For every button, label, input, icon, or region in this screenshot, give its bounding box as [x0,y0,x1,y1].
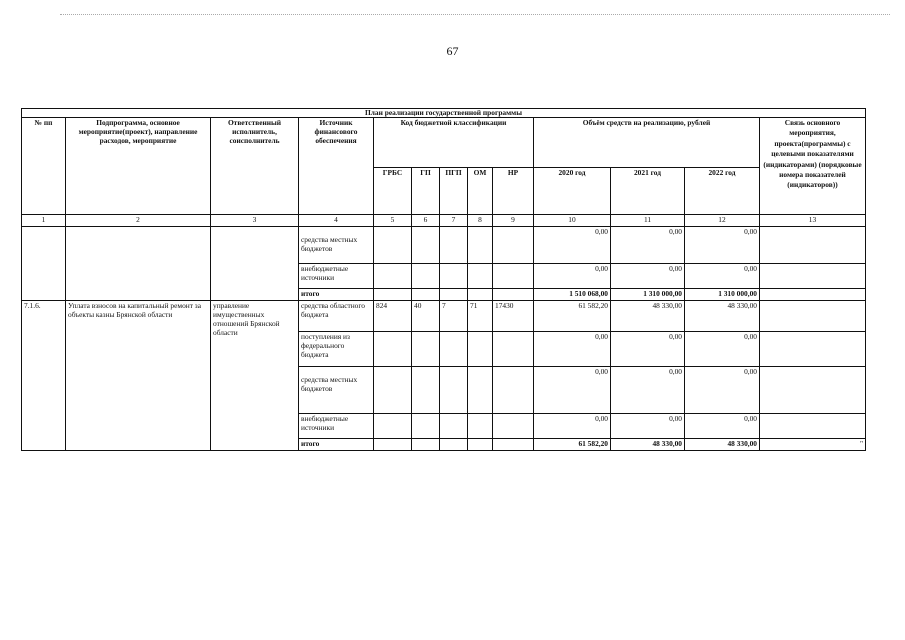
value-2021: 0,00 [611,227,685,264]
value-2020: 0,00 [534,414,611,439]
column-number: 10 [534,215,611,227]
header-responsible: Ответственный исполнитель, соисполнитель [211,118,299,215]
source-cell: средства областного бюджета [299,301,374,332]
prev-block-responsible [211,227,299,301]
header-no: № пп [22,118,66,215]
column-number: 2 [66,215,211,227]
source-cell: итого [299,439,374,451]
header-budget-code: Код бюджетной классификации [374,118,534,168]
header-source: Источник финансового обеспечения [299,118,374,215]
prev-block-no [22,227,66,301]
value-2020: 61 582,20 [534,301,611,332]
responsible-cell: управление имущественных отношений Брянской области [211,301,299,451]
column-number: 11 [611,215,685,227]
value-2020: 0,00 [534,367,611,414]
om-cell: 71 [468,301,493,332]
value-2020: 61 582,20 [534,439,611,451]
plan-table [21,108,866,451]
source-cell: средства местных бюджетов [299,227,374,264]
header-grbs: ГРБС [374,168,412,215]
value-2021: 1 310 000,00 [611,289,685,301]
table-title: План реализации государственной программы [22,109,866,118]
pgp-cell: 7 [440,301,468,332]
table-row [22,227,866,264]
value-2022: 0,00 [685,227,760,264]
header-om: ОМ [468,168,493,215]
column-number: 7 [440,215,468,227]
header-2021: 2021 год [611,168,685,215]
row-number: 7.1.6. [22,301,66,451]
value-2022: 0,00 [685,367,760,414]
table-row [22,301,866,332]
column-number: 6 [412,215,440,227]
value-2020: 0,00 [534,227,611,264]
column-number: 12 [685,215,760,227]
column-number: 4 [299,215,374,227]
relation-cell: " [760,439,866,451]
value-2020: 0,00 [534,264,611,289]
program-cell: Уплата взносов на капитальный ремонт за объекты казны Брянской области [66,301,211,451]
header-2020: 2020 год [534,168,611,215]
column-number: 8 [468,215,493,227]
column-number: 3 [211,215,299,227]
gp-cell: 40 [412,301,440,332]
header-2022: 2022 год [685,168,760,215]
value-2021: 0,00 [611,264,685,289]
grbs-cell: 824 [374,301,412,332]
value-2022: 48 330,00 [685,301,760,332]
header-program: Подпрограмма, основное мероприятие(проект), направление расходов, мероприятие [66,118,211,215]
column-number-row [22,215,866,227]
value-2021: 48 330,00 [611,301,685,332]
value-2021: 0,00 [611,414,685,439]
source-cell: внебюджетные источники [299,414,374,439]
column-number: 13 [760,215,866,227]
source-cell: внебюджетные источники [299,264,374,289]
header-pgp: ПГП [440,168,468,215]
value-2022: 0,00 [685,332,760,367]
source-cell: итого [299,289,374,301]
value-2022: 0,00 [685,414,760,439]
header-np: НР [493,168,534,215]
value-2022: 48 330,00 [685,439,760,451]
value-2022: 1 310 000,00 [685,289,760,301]
column-number: 9 [493,215,534,227]
value-2021: 0,00 [611,367,685,414]
page-number: 67 [446,44,459,58]
value-2021: 48 330,00 [611,439,685,451]
column-number: 1 [22,215,66,227]
np-cell: 17430 [493,301,534,332]
header-relation: Связь основного мероприятия, проекта(программы) с целевыми показателями (индикаторами) (порядковые номера показателей (индикаторов)) [760,118,866,215]
value-2022: 0,00 [685,264,760,289]
value-2020: 0,00 [534,332,611,367]
prev-block-program [66,227,211,301]
column-number: 5 [374,215,412,227]
value-2021: 0,00 [611,332,685,367]
header-gp: ГП [412,168,440,215]
header-volume: Объём средств на реализацию, рублей [534,118,760,168]
source-cell: поступления из федерального бюджета [299,332,374,367]
scan-artifact-line [60,14,890,15]
value-2020: 1 510 068,00 [534,289,611,301]
source-cell: средства местных бюджетов [299,367,374,414]
